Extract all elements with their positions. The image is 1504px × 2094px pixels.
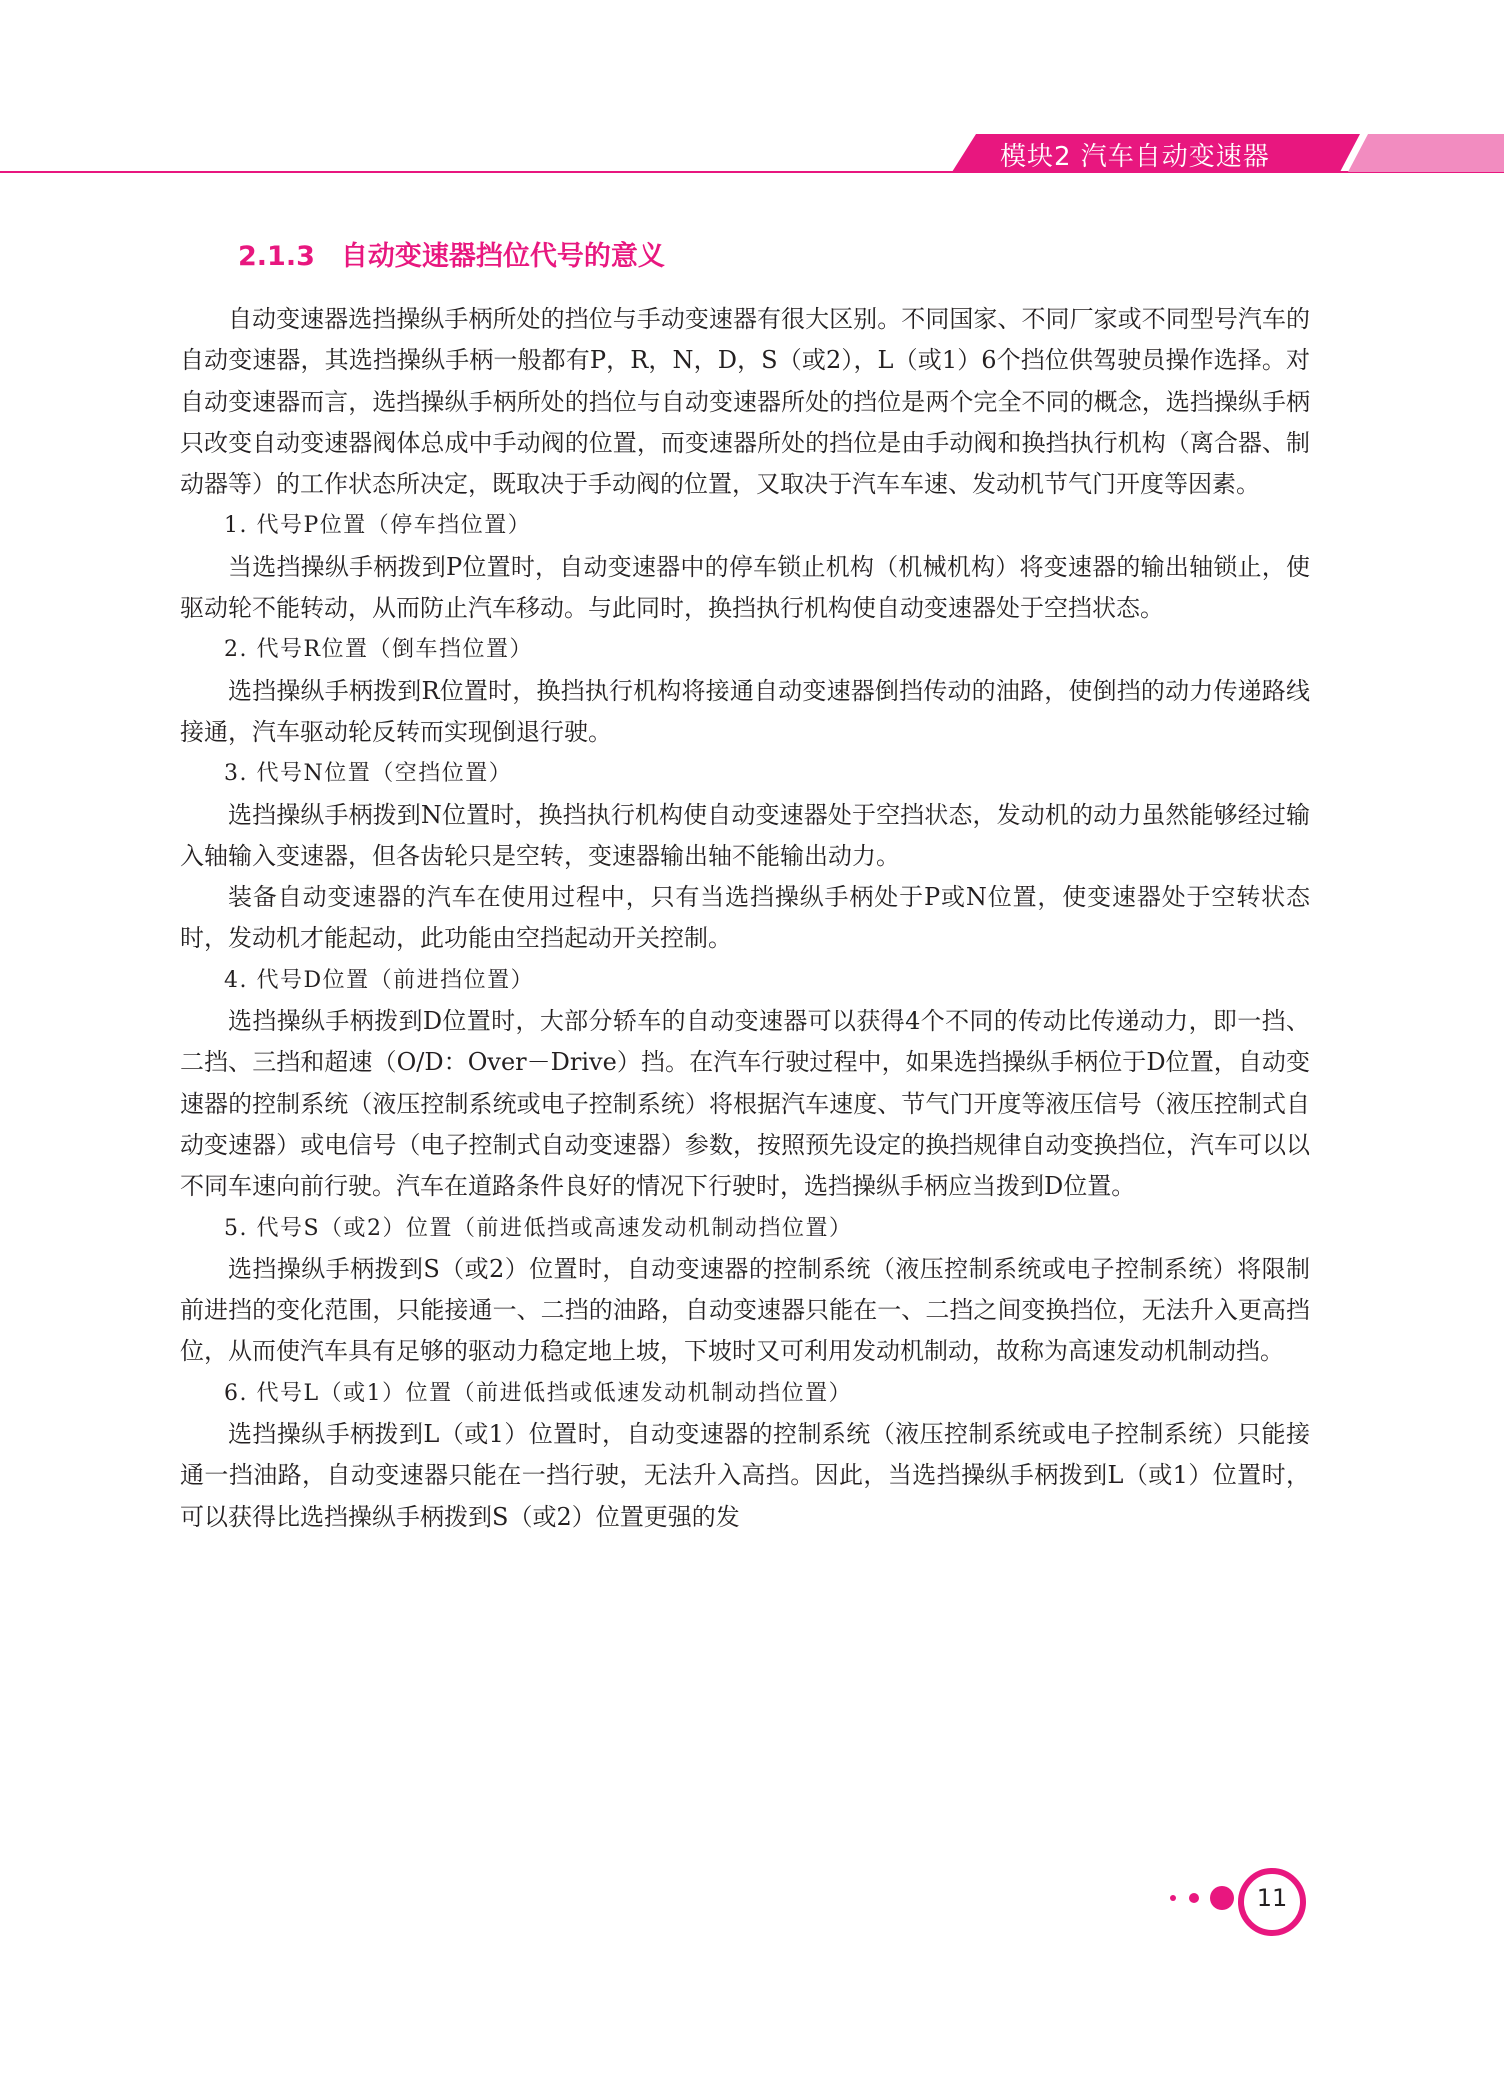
page-number: 11	[1256, 1884, 1288, 1912]
header-title: 模块2 汽车自动变速器	[1000, 142, 1270, 172]
section-heading	[238, 234, 665, 273]
subheading: 4. 代号D位置（前进挡位置）	[224, 967, 535, 993]
section-number: 2.1.3	[238, 241, 315, 272]
subheading: 3. 代号N位置（空挡位置）	[224, 761, 513, 787]
paragraph: 当选挡操纵手柄拨到P位置时，自动变速器中的停车锁止机构（机械机构）将变速器的输出轴锁止，使驱动轮不能转动，从而防止汽车移动。与此同时，换挡执行机构使自动变速器处于空挡状态。	[180, 552, 1310, 623]
paragraph: 选挡操纵手柄拨到R位置时，换挡执行机构将接通自动变速器倒挡传动的油路，使倒挡的动力传递路线接通，汽车驱动轮反转而实现倒退行驶。	[180, 676, 1310, 746]
subheading: 1. 代号P位置（停车挡位置）	[224, 513, 532, 539]
paragraph: 选挡操纵手柄拨到D位置时，大部分轿车的自动变速器可以获得4个不同的传动比传递动力，即一挡、二挡、三挡和超速（O/D：Over－Drive）挡。在汽车行驶过程中，如果选挡操纵手柄位于D位置，自动变速器的控制系统（液压控制系统或电子控制系统）将根据汽车速度、节气门开度等液压信号（液压控制式自动变速器）或电信号（电子控制式自动变速器）参数，按照预先设定的换挡规律自动变换挡位，汽车可以以不同车速向前行驶。汽车在道路条件良好的情况下行驶时，选挡操纵手柄应当拨到D位置。	[180, 1007, 1310, 1201]
subheading: 2. 代号R位置（倒车挡位置）	[224, 637, 534, 663]
paragraph: 选挡操纵手柄拨到L（或1）位置时，自动变速器的控制系统（液压控制系统或电子控制系统）只能接通一挡油路，自动变速器只能在一挡行驶，无法升入高挡。因此，当选挡操纵手柄拨到L（或1）位置时，可以获得比选挡操纵手柄拨到S（或2）位置更强的发	[180, 1420, 1310, 1531]
decor-dot	[1189, 1893, 1199, 1903]
subheading: 6. 代号L（或1）位置（前进低挡或低速发动机制动挡位置）	[224, 1380, 853, 1406]
paragraph: 选挡操纵手柄拨到N位置时，换挡执行机构使自动变速器处于空挡状态，发动机的动力虽然能够经过输入轴输入变速器，但各齿轮只是空转，变速器输出轴不能输出动力。	[180, 800, 1310, 870]
paragraph: 选挡操纵手柄拨到S（或2）位置时，自动变速器的控制系统（液压控制系统或电子控制系统）将限制前进挡的变化范围，只能接通一、二挡的油路，自动变速器只能在一、二挡之间变换挡位，无法升入更高挡位，从而使汽车具有足够的驱动力稳定地上坡，下坡时又可利用发动机制动，故称为高速发动机制动挡。	[180, 1254, 1310, 1366]
body-text	[180, 299, 1310, 1538]
subheading: 5. 代号S（或2）位置（前进低挡或高速发动机制动挡位置）	[224, 1215, 853, 1241]
decor-dot	[1170, 1895, 1176, 1901]
section-title: 自动变速器挡位代号的意义	[340, 241, 665, 272]
paragraph: 装备自动变速器的汽车在使用过程中，只有当选挡操纵手柄处于P或N位置，使变速器处于空转状态时，发动机才能起动，此功能由空挡起动开关控制。	[180, 883, 1310, 953]
paragraph: 自动变速器选挡操纵手柄所处的挡位与手动变速器有很大区别。不同国家、不同厂家或不同型号汽车的自动变速器，其选挡操纵手柄一般都有P，R，N，D，S（或2），L（或1）6个挡位供驾驶员操作选择。对自动变速器而言，选挡操纵手柄所处的挡位与自动变速器所处的挡位是两个完全不同的概念，选挡操纵手柄只改变自动变速器阀体总成中手动阀的位置，而变速器所处的挡位是由手动阀和换挡执行机构（离合器、制动器等）的工作状态所决定，既取决于手动阀的位置，又取决于汽车车速、发动机节气门开度等因素。	[180, 305, 1310, 499]
decor-dot	[1210, 1886, 1234, 1910]
page-number-badge	[1160, 1862, 1310, 1942]
